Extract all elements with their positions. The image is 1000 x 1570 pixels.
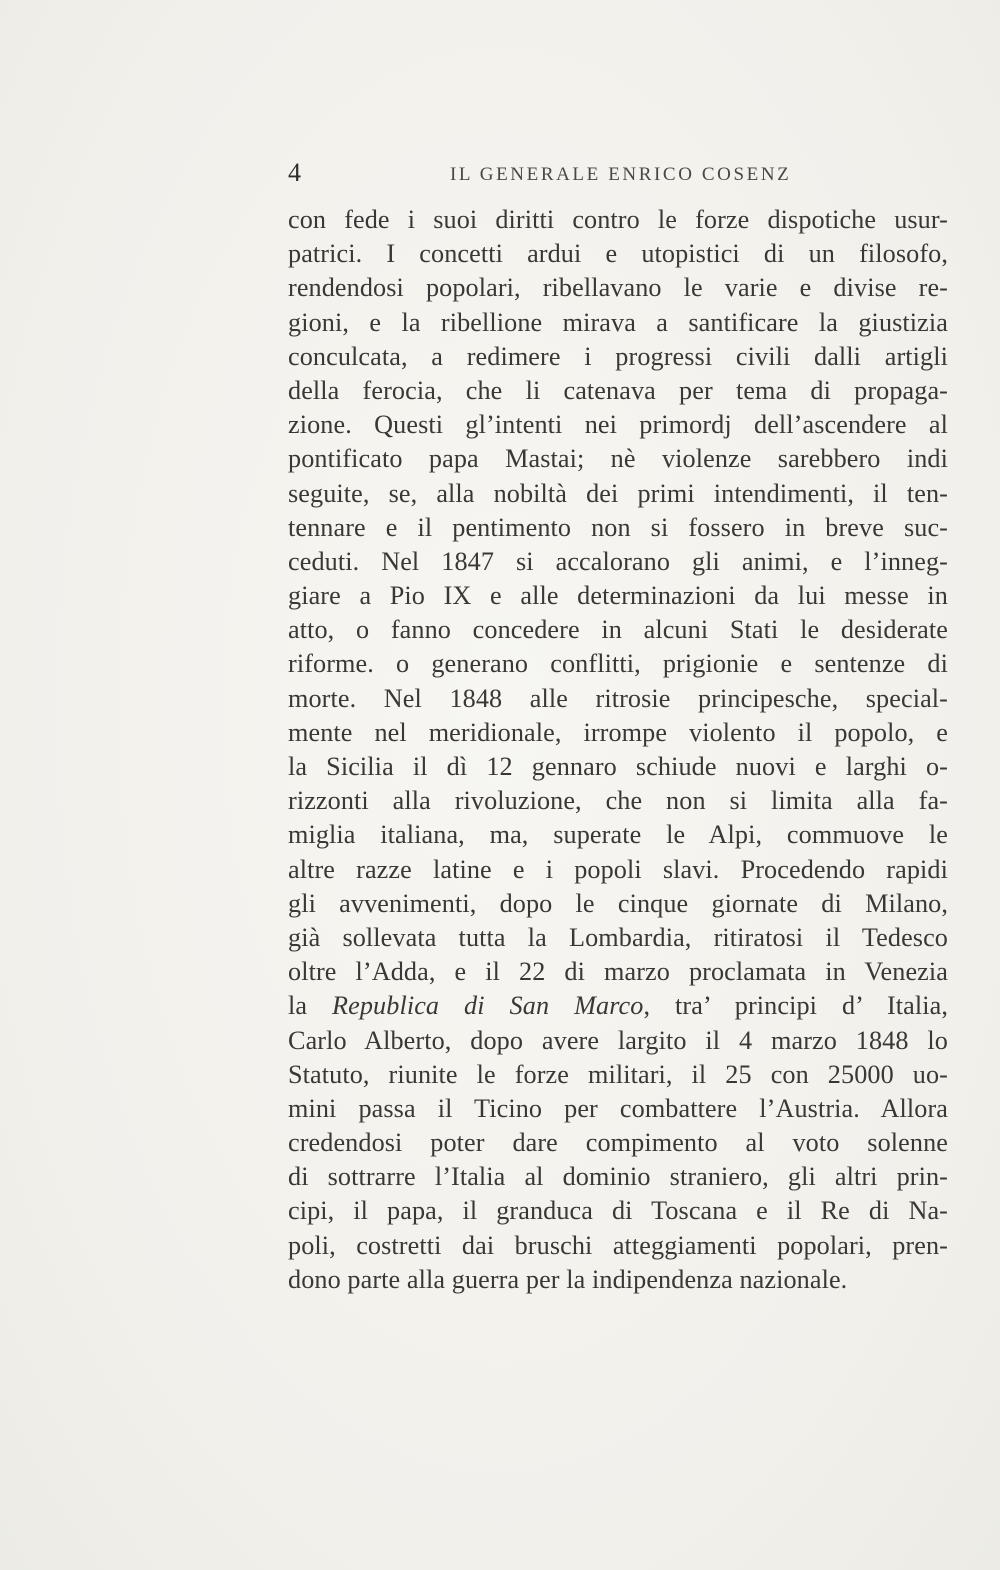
text-line: ceduti. Nel 1847 si accalorano gli animi, e l’inneg-: [288, 546, 948, 576]
text-line: altre razze latine e i popoli slavi. Procedendo rapidi: [288, 854, 948, 884]
text-line: oltre l’Adda, e il 22 di marzo proclamata in Venezia: [288, 957, 948, 987]
text-line: Carlo Alberto, dopo avere largito il 4 marzo 1848 lo: [288, 1025, 948, 1055]
text-line: miglia italiana, ma, superate le Alpi, commuove le: [288, 820, 948, 850]
text-segment: la: [288, 991, 333, 1021]
text-line: patrici. I concetti ardui e utopistici di un filosofo,: [288, 239, 948, 269]
text-line: poli, costretti dai bruschi atteggiamenti popolari, pren-: [288, 1230, 948, 1260]
text-segment: , tra’ principi d’ Italia,: [643, 991, 948, 1021]
text-line: la Sicilia il dì 12 gennaro schiude nuovi e larghi o-: [288, 752, 948, 781]
body-text: [288, 203, 948, 1297]
text-line: con fede i suoi diritti contro le forze dispotiche usur-: [288, 205, 948, 234]
text-line: rizzonti alla rivoluzione, che non si limita alla fa-: [288, 786, 948, 816]
text-line: atto, o fanno concedere in alcuni Stati le desiderate: [288, 615, 948, 645]
text-line: pontificato papa Mastai; nè violenze sarebbero indi: [288, 444, 948, 474]
text-line: cipi, il papa, il granduca di Toscana e il Re di Na-: [288, 1196, 948, 1226]
text-line: rendendosi popolari, ribellavano le varie e divise re-: [288, 273, 948, 303]
text-line: della ferocia, che li catenava per tema di propaga-: [288, 375, 948, 405]
text-line: gli avvenimenti, dopo le cinque giornate di Milano,: [288, 888, 948, 918]
text-line: tennare e il pentimento non si fossero in breve suc-: [288, 512, 948, 542]
page-number: 4: [288, 158, 301, 187]
text-line: Statuto, riunite le forze militari, il 25 con 25000 uo-: [288, 1059, 948, 1089]
text-line: riforme. o generano conflitti, prigionie e sentenze di: [288, 649, 948, 679]
italic-title: Republica di San Marco: [332, 991, 644, 1021]
text-line: giare a Pio IX e alle determinazioni da lui messe in: [288, 581, 948, 611]
text-line: di sottrarre l’Italia al dominio straniero, gli altri prin-: [288, 1162, 948, 1192]
text-line: credendosi poter dare compimento al voto solenne: [288, 1128, 948, 1158]
text-line: mente nel meridionale, irrompe violento il popolo, e: [288, 717, 948, 747]
text-line: seguite, se, alla nobiltà dei primi intendimenti, il ten-: [288, 478, 948, 508]
text-line-with-italic: [288, 989, 948, 1023]
text-line: già sollevata tutta la Lombardia, ritiratosi il Tedesco: [288, 922, 948, 952]
text-line: conculcata, a redimere i progressi civili dalli artigli: [288, 341, 948, 371]
text-line: gioni, e la ribellione mirava a santificare la giustizia: [288, 307, 948, 337]
text-line: morte. Nel 1848 alle ritrosie principesche, special-: [288, 683, 948, 713]
text-line: dono parte alla guerra per la indipendenza nazionale.: [288, 1264, 848, 1294]
text-line: zione. Questi gl’intenti nei primordj dell’ascendere al: [288, 410, 948, 440]
text-line: mini passa il Ticino per combattere l’Austria. Allora: [288, 1093, 948, 1123]
running-head: IL GENERALE ENRICO COSENZ: [450, 164, 792, 185]
